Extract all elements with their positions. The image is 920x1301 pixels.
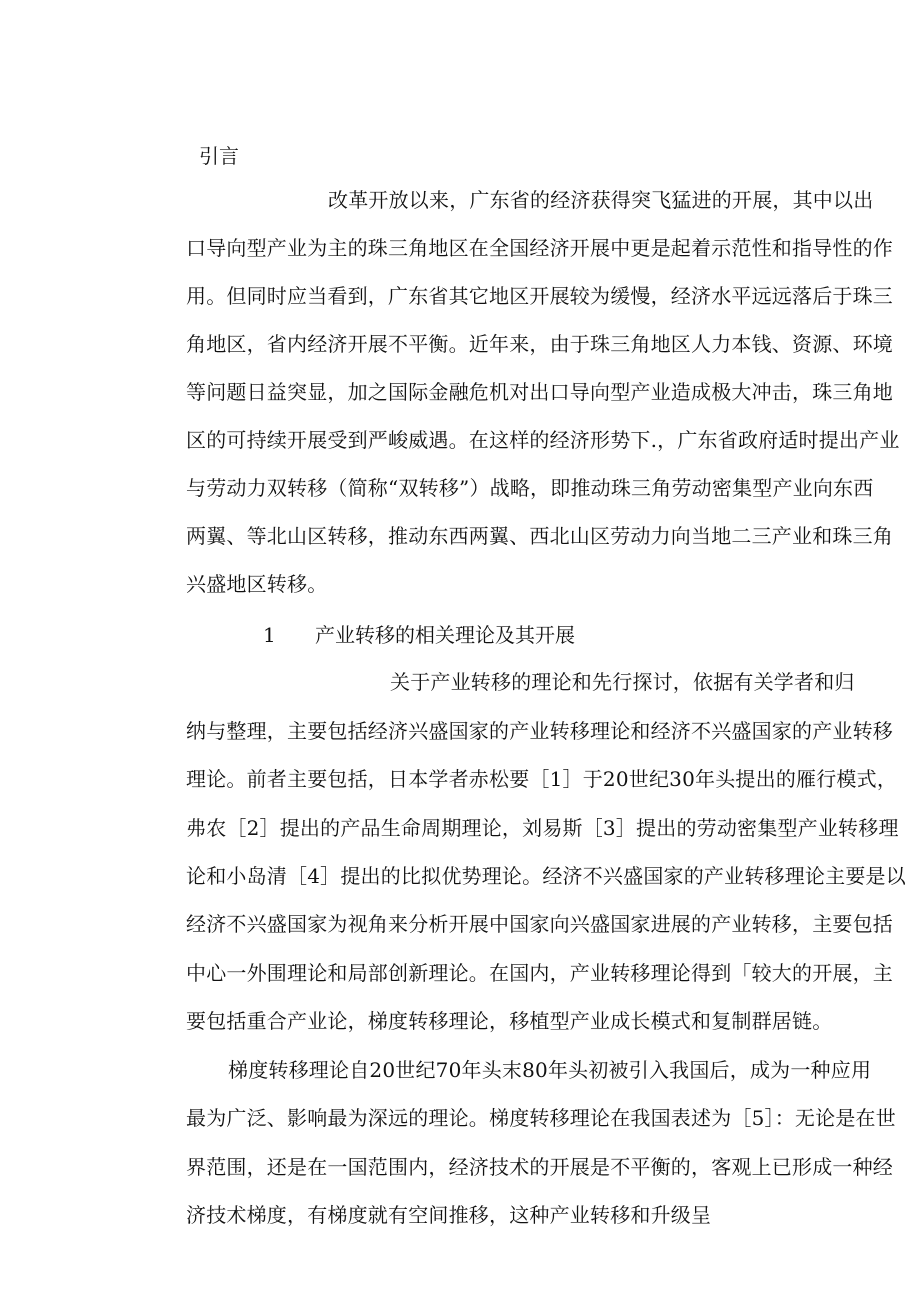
intro-line: 角地区，省内经济开展不平衡。近年来，由于珠三角地区人力本钱、资源、环境 bbox=[186, 332, 893, 356]
intro-line: 区的可持续开展受到严峻威遇。在这样的经济形势下.，广东省政府适时提出产业 bbox=[186, 428, 900, 452]
section-title: 产业转移的相关理论及其开展 bbox=[315, 623, 575, 647]
intro-line: 等问题日益突显，加之国际金融危机对出口导向型产业造成极大冲击，珠三角地 bbox=[186, 380, 893, 404]
section-line: 理论。前者主要包括，日本学者赤松要［1］于20世纪30年头提出的雁行模式， bbox=[186, 767, 898, 791]
intro-line: 两翼、等北山区转移，推动东西两翼、西北山区劳动力向当地二三产业和珠三角 bbox=[186, 524, 893, 548]
section-line: 论和小岛清［4］提出的比拟优势理论。经济不兴盛国家的产业转移理论主要是以 bbox=[186, 864, 906, 888]
section-line: 济技术梯度，有梯度就有空间推移，这种产业转移和升级呈 bbox=[186, 1203, 712, 1227]
section-line: 弗农［2］提出的产品生命周期理论，刘易斯［3］提出的劳动密集型产业转移理 bbox=[186, 816, 899, 840]
section-line: 最为广泛、影响最为深远的理论。梯度转移理论在我国表述为［5］：无论是在世 bbox=[186, 1106, 896, 1130]
section-line: 中心一外围理论和局部创新理论。在国内，产业转移理论得到「较大的开展，主 bbox=[186, 961, 893, 985]
section-line: 梯度转移理论自20世纪70年头末80年头初被引入我国后，成为一种应用 bbox=[228, 1058, 872, 1082]
intro-line: 改革开放以来，广东省的经济获得突飞猛进的开展，其中以出 bbox=[328, 188, 874, 212]
section-line: 界范围，还是在一国范围内，经济技术的开展是不平衡的，客观上已形成一种经 bbox=[186, 1155, 893, 1179]
section-line: 纳与整理，主要包括经济兴盛国家的产业转移理论和经济不兴盛国家的产业转移 bbox=[186, 719, 893, 743]
section-line: 经济不兴盛国家为视角来分析开展中国家向兴盛国家进展的产业转移，主要包括 bbox=[186, 912, 893, 936]
section-number: 1 bbox=[263, 623, 276, 647]
intro-heading: 引言 bbox=[199, 144, 239, 168]
section-line: 要包括重合产业论，梯度转移理论，移植型产业成长模式和复制群居链。 bbox=[186, 1009, 833, 1033]
intro-line: 用。但同时应当看到，广东省其它地区开展较为缓慢，经济水平远远落后于珠三 bbox=[186, 284, 893, 308]
section-line: 关于产业转移的理论和先行探讨，依据有关学者和归 bbox=[390, 670, 855, 694]
intro-line: 兴盛地区转移。 bbox=[186, 572, 328, 596]
intro-line: 与劳动力双转移（简称“双转移”）战略，即推动珠三角劳动密集型产业向东西 bbox=[186, 476, 874, 500]
intro-line: 口导向型产业为主的珠三角地区在全国经济开展中更是起着示范性和指导性的作 bbox=[186, 236, 893, 260]
